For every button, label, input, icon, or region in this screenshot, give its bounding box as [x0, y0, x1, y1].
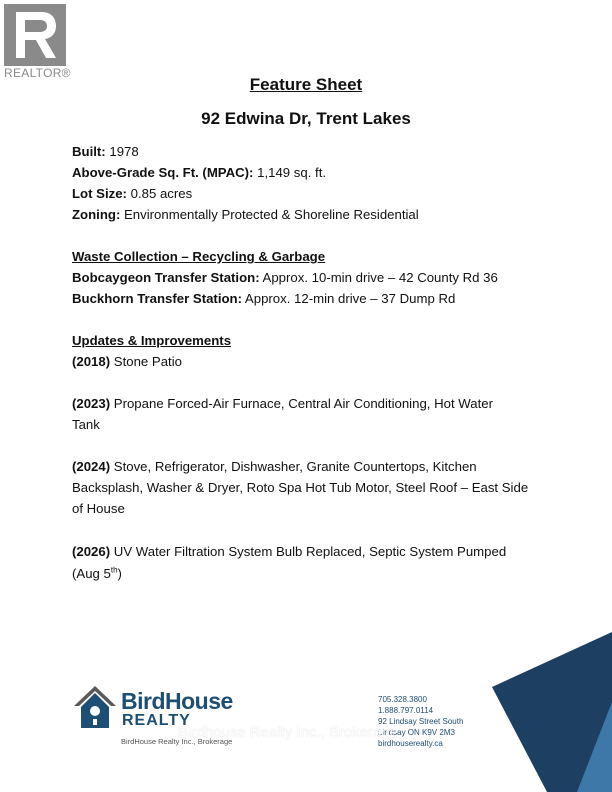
- update-year: (2018): [72, 354, 111, 369]
- detail-value: 1,149 sq. ft.: [253, 165, 327, 180]
- contact-city: Lindsay ON K9V 2M3: [378, 728, 455, 737]
- update-2023: [72, 395, 493, 413]
- update-2026-cont: [72, 565, 122, 583]
- waste-label: Bobcaygeon Transfer Station:: [72, 270, 260, 285]
- birdhouse-icon: [72, 684, 118, 732]
- detail-value: 0.85 acres: [126, 186, 193, 201]
- contact-phone: 705.328.3800: [378, 695, 427, 704]
- detail-zoning: [72, 206, 419, 224]
- update-2024-cont-1: Backsplash, Washer & Dryer, Roto Spa Hot Tub Motor, Steel Roof – East Side: [72, 480, 529, 495]
- brand-name: BirdHouse: [121, 688, 233, 714]
- detail-label: Above-Grade Sq. Ft. (MPAC):: [72, 165, 254, 180]
- detail-value: 1978: [105, 144, 139, 159]
- update-text: UV Water Filtration System Bulb Replaced, Septic System Pumped: [110, 544, 507, 559]
- update-2023-cont: Tank: [72, 417, 100, 432]
- contact-street: 92 Lindsay Street South: [378, 717, 464, 726]
- update-text: Propane Forced-Air Furnace, Central Air Conditioning, Hot Water: [110, 396, 493, 411]
- corner-decoration: [492, 632, 612, 792]
- brokerage-name: BirdHouse Realty Inc., Brokerage: [121, 737, 233, 746]
- detail-sqft: [72, 164, 326, 182]
- update-2024: [72, 458, 477, 476]
- detail-lot-size: [72, 185, 192, 203]
- waste-label: Buckhorn Transfer Station:: [72, 291, 242, 306]
- detail-label: Lot Size:: [72, 186, 127, 201]
- update-year: (2023): [72, 396, 111, 411]
- detail-value: Environmentally Protected & Shoreline Residential: [120, 207, 419, 222]
- superscript: th: [110, 565, 118, 575]
- page-title: Feature Sheet: [249, 75, 363, 94]
- realtor-wordmark: REALTOR®: [4, 66, 71, 80]
- property-address: 92 Edwina Dr, Trent Lakes: [201, 109, 411, 128]
- detail-built: [72, 143, 139, 161]
- waste-item-buckhorn: [72, 290, 455, 308]
- update-2018: [72, 353, 182, 371]
- update-2024-cont-2: of House: [72, 501, 125, 516]
- update-text: (Aug 5: [72, 566, 111, 581]
- realtor-logo: [4, 4, 66, 66]
- contact-tollfree: 1.888.797.0114: [378, 706, 434, 715]
- detail-label: Built:: [72, 144, 106, 159]
- waste-value: Approx. 12-min drive – 37 Dump Rd: [242, 291, 456, 306]
- update-text: Stone Patio: [110, 354, 182, 369]
- detail-label: Zoning:: [72, 207, 121, 222]
- watermark: Birdhouse Realty Inc., Brokerage: [178, 724, 399, 741]
- update-year: (2024): [72, 459, 111, 474]
- update-text-tail: ): [117, 566, 122, 581]
- waste-item-bobcaygeon: [72, 269, 498, 287]
- update-2026: [72, 543, 506, 561]
- update-year: (2026): [72, 544, 111, 559]
- update-text: Stove, Refrigerator, Dishwasher, Granite Countertops, Kitchen: [110, 459, 477, 474]
- waste-value: Approx. 10-min drive – 42 County Rd 36: [259, 270, 498, 285]
- realtor-r-icon: [4, 4, 66, 66]
- contact-website: birdhouserealty.ca: [378, 739, 443, 748]
- brand-realty: REALTY: [122, 712, 191, 729]
- updates-heading: Updates & Improvements: [72, 333, 232, 348]
- waste-heading: Waste Collection – Recycling & Garbage: [72, 249, 326, 264]
